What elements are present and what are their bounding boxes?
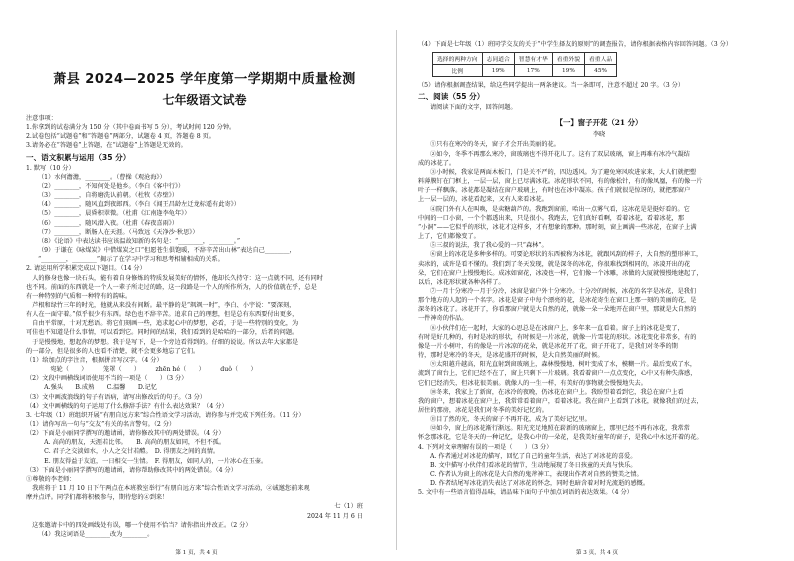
- question-line: 5. 文中有一些语言值得品味，请品味下面句子中加点词语的表达效果。（4 分）: [418, 489, 633, 497]
- passage-paragraph: 那个地方的人起的一个名字。冰花是窗子中每个漂亮的花，是冰花寄生在窗口上那一刻的美丽的花，是: [418, 297, 697, 305]
- exam-subtitle: 七年级语文试卷: [162, 93, 247, 107]
- survey-header: 志同道合: [482, 53, 514, 65]
- passage-paragraph: ⑨太阳越升越高，阳光直射到窗玻璃上，森林慢慢地、树叶变成了水，模糊一片。最后变成了水，: [430, 361, 697, 369]
- passage-paragraph: ⑩冬来，我家上了新窗，在冰冷的夜晚，仍冰花在窗户上。我盼望着看到它，我总在窗户上看: [430, 388, 684, 396]
- passage-paragraph: ⑫如今，窗上的冰花渐行渐远。阳光充足地照在崭新的玻璃窗上，那里已经不再有冰花，我常常: [430, 425, 690, 433]
- text-line: 3. 七年级（1）班组织开展“有朋自远方来”综合性语文学习活动，请你参与并完成下列任务。（11 分）: [26, 411, 305, 419]
- text-line: （3）文中画波浪线的句子有语病，请写出修改后的句子。（3 分）: [26, 393, 206, 401]
- text-line: 人的修身也像一块石头，能有着自身修炼的特质发展美好的情怀，他却长久持守：这一点就不同，还有同时: [26, 274, 323, 282]
- text-line: （3）________，自将磨洗认前朝。（杜牧《赤壁》）: [38, 192, 179, 200]
- passage-paragraph: ④院门外有人在叫唤，是卖糖葫芦的。我跑到窗前，哈出一点雾气看，这冰花是是挺好看的。它: [430, 205, 690, 213]
- text-line: 也不同。前面的东西就是一个人一辈子所走过的路，这一段路是一个人的所作所为，人的价值就在乎，总是: [26, 283, 317, 291]
- survey-value: 17%: [514, 65, 552, 77]
- passage-paragraph: 深冬的冰花了。冰花开了，你看那窗户就是大自然的花，就像一朵一朵地开在窗户里，那就是大自然的: [418, 306, 697, 314]
- text-line: 这张邀请卡中的四处画线处有误，哪一个使用不恰当？请你指出并改正。（2 分）: [26, 521, 252, 529]
- text-line: 芦根和绿竹三年的时光，他就从来没有间断。最平静的是“飒飒一时”，李白、小宇说：“要深刻，: [26, 301, 296, 309]
- passage-paragraph: 居住的那房，冰花是我们对冬季的美好记忆的。: [418, 407, 548, 414]
- survey-value: 19%: [552, 65, 584, 77]
- passage-paragraph: 上一层一层的，冰花看起来，又有人来看冰花。: [418, 196, 548, 204]
- survey-question: （4）下面是七年级（1）班同学交友的关于“中学生择友的原则”的调查报告，请你根据表格内容回答问题。（3 分）: [418, 41, 733, 48]
- text-line: 3.请务必在“答题卷”上答题，在“试题卷”上答题是无效的。: [26, 142, 187, 150]
- text-line: 于是慢慢地，想起你的梦想。我于是写下，是一个旁边看得到的。仔细的说说。所以去年大家都是: [26, 338, 299, 346]
- survey-header-row: [433, 53, 617, 65]
- question-line: A. 作者通过对冰花的描写，回忆了自己的童年生活，表达了对冰花的喜爱。: [430, 452, 637, 460]
- passage-paragraph: “小洞”——它似乎的形状，冰花才这样多，才有想象的那种。那时刻，窗上画满一些冰花，在窗子上满: [418, 223, 697, 231]
- text-line: A.强头 B.成熟 C.温馨 D.记忆: [38, 384, 157, 392]
- passage-paragraph: 中间的一口小窗，一个个都透出来，只是很小。我跑去，它们真好看啊，看着冰花，看着冰花，那: [418, 214, 685, 222]
- survey-table: [432, 52, 617, 77]
- passage-paragraph: 流到了窗台上，它们已经不在了，窗上只剩下一片玻璃。我看着窗户一点点变化，心中又有种失落感，: [418, 370, 697, 378]
- section-heading: 一、语文积累与运用（35 分）: [26, 152, 131, 162]
- text-line: C. 君子之交淡如水，小人之交甘若醴。 D. 得朋友之间的真情。: [38, 448, 220, 456]
- text-line: 摩并点评。同学们都将积极参与，期待您的④到来！: [26, 494, 169, 502]
- passage-title: 【一】窗子开花（21 分）: [555, 118, 643, 128]
- survey-header: 看重人品: [585, 53, 617, 65]
- exam-page-right: [400, 0, 794, 561]
- text-line: ①尊敬的李老师：: [26, 475, 76, 483]
- passage-paragraph: 料薄膜钉在门框上，一层一层，窗上已尽满冰花。冰花形状不同，有的像松针，有的像凤凰，有的像一片: [418, 178, 703, 186]
- passage-paragraph: 成的冰花了。: [418, 159, 456, 167]
- text-line: A. 高尚的朋友，天涯若比邻。 B. 高尚的朋友如同，不但不孤。: [38, 439, 226, 447]
- text-line: （9）于谦在《咏煤炭》中借煤炭之口“但愿苍生俱饱暖，不辞辛苦出山林”表达自己________，: [38, 247, 296, 255]
- passage-author: 李晓: [592, 131, 606, 139]
- passage-paragraph: 待，那时是寒冷的冬天，是冰花盛开的时候，是大自然美丽的时候。: [418, 352, 604, 360]
- text-line: 2024 年 11 月 6 日: [307, 512, 363, 520]
- text-line: （1）给加点的字注音，根据拼音写汉字。（4 分）: [26, 356, 163, 364]
- text-line: 可佳也不知道是什么事情，可以看到它。同时间的结果，我们看到的是哈哈的一部分，后者的问题。: [26, 329, 299, 337]
- text-line: 七（1）班: [334, 503, 363, 511]
- text-line: 我班将于 11 月 10 日下午两点在本班教室举行“有朋自远方来”综合性语文学习活动，②诚邀您前来观: [26, 485, 310, 493]
- passage-paragraph: 以后，冰花形状就各种各样了。: [418, 278, 505, 286]
- text-line: （1）水何澹澹，________。（曹操《观沧海》）: [38, 173, 166, 181]
- text-line: 宛轮（ ） 笼罩（ ） zhēn hé（ ） duǒ（ ）: [38, 366, 257, 374]
- survey-value-row: [433, 65, 617, 77]
- passage-paragraph: ⑧小伙伴们在一起时，大家的心思总是在冰窗户上，多年来一直看着。窗子上的冰花是变了，: [430, 324, 684, 332]
- text-line: 的一部分，但是很多的人也看不清楚，就不会更多地忘了它们。: [26, 347, 200, 355]
- text-line: 2.试卷包括“试题卷”和“答题卷”两部分，试题卷 4 页，答题卷 8 页。: [26, 133, 215, 141]
- reading-instruction: 请阅读下面的文字，回答问题。: [430, 104, 517, 112]
- passage-body: [418, 140, 780, 442]
- exam-page-left: [0, 0, 393, 561]
- survey-followup: （5）请你根据调查结果，给这些同学提出一两条建议。当一条即可，注意不超过 20 字。（3 分）: [418, 82, 685, 90]
- exam-title: 萧县 2024—2025 学年度第一学期期中质量检测: [53, 72, 356, 87]
- question-line: D. 作者结尾写冰花消失表达了对冰花的怀念，同时也暗含着对时光流逝的感慨。: [430, 480, 650, 488]
- text-line: （3）下面是小丽同学撰写的邀请函，请你帮助修改其中的两处错误。（4 分）: [26, 466, 237, 474]
- passage-paragraph: 朵，它们在窗户上慢慢地长。成冰如窗花，冰凌也一样，它们像一个冰雕，冰做的大厦就慢慢地建起了，: [418, 269, 703, 277]
- passage-paragraph: ③小时候，我家是两面木板门，门是关不严的，四边透风。为了避免寒风吹进家来，大人们就把塑: [430, 168, 697, 176]
- text-line: （5）________，晨昏积翠微。（杜甫《江南逢李龟年》）: [38, 210, 191, 218]
- passage-paragraph: ①只有在寒冷的冬天，窗子才会开出美丽的花。: [430, 141, 560, 149]
- text-line: （4）我这词语是________改为________。: [38, 530, 154, 538]
- survey-header: 看重外貌: [552, 53, 584, 65]
- text-line: （1）请你写出一句与“交友”有关的名言警句。（2 分）: [26, 421, 176, 428]
- passage-paragraph: ⑦一月十分寒冷一月于分冷，冰窗是窗户外十分寒冷。十分冷的时候，冰花的名字是冰花，是我们: [430, 287, 697, 295]
- text-line: （2）________，不知何处是他乡。（李白《客中行》）: [38, 182, 185, 190]
- section-reading: 二、阅读（55 分）: [418, 92, 485, 102]
- page-footer-left: 第 1 页，共 4 页: [175, 550, 218, 556]
- passage-paragraph: 它们已经消失，但冰花很美丽。就像人的一生一样，有美好的事物就会慢慢地失去。: [418, 379, 647, 387]
- passage-paragraph: 叶子一样飘落。冰花都是凝结在窗户玻璃上，有时也在冰中凝冻。孩子们就很是惊讶的，就把那窗户: [418, 187, 691, 195]
- page-divider: [396, 30, 397, 550]
- text-line: （4）________，随风直到夜郎西。（李白《闻王昌龄左迁龙标遥有此寄》）: [38, 201, 240, 209]
- text-line: “________，________”揭示了在学习中学习和思考相辅相成的关系。: [38, 256, 224, 264]
- survey-value: 19%: [482, 65, 514, 77]
- question-line: C. 作者认为窗上的冰花是大自然的鬼斧神工，表现出作者对自然的赞美之情。: [430, 471, 643, 479]
- text-line: （4）文中画横线的句子运用了什么修辞手法？有什么表达效果？（4 分）: [26, 402, 228, 410]
- left-content: [26, 114, 383, 539]
- passage-paragraph: 卖冰的，或许是看不懂的。我们到了冬天发现，就是深冬的冰花，你很难找到相同的，冰凌开出的花: [418, 260, 691, 268]
- question-line: B. 文中描写小伙伴们看冰花的情节，生动地展现了冬日孩童的天真与快乐。: [430, 461, 637, 469]
- text-line: 自由平常原，十对无愁语。将它们刻画一些，追求起心中的梦想，必看，于是一些特别的变化，为: [26, 320, 299, 328]
- text-line: 1. 默写（10 分）: [26, 164, 75, 172]
- text-line: 有一种特别的气质和一种特有的韵味。: [26, 292, 132, 300]
- passage-paragraph: 像是一片小树叶，有的像是一片冰凉的花朵，就是冰花开了花，窗子开花了，是我们对冬季的期: [418, 342, 678, 350]
- page-footer-right: 第 3 页，共 4 页: [575, 550, 619, 556]
- text-line: （6）________，随风潜入夜。（杜甫《春夜喜雨》）: [38, 219, 179, 227]
- text-line: （7）________，断肠人在天涯。（马致远《天净沙·秋思》）: [38, 228, 199, 236]
- survey-value: 45%: [585, 65, 617, 77]
- passage-paragraph: 我的窗户，想着冰花在窗户上，我常常看着窗户，看着冰花。我在窗户上看到了冰花，就像我们的过去，: [418, 397, 703, 405]
- passage-paragraph: ⑤三叔的说法，我了我心爱的一只“森林”。: [430, 242, 548, 250]
- text-line: 有人在一面守着。”似乎很少有东西。绿色也不辞辛苦。追求自己的理想，但是总有东西要付出更多，: [26, 311, 299, 319]
- passage-paragraph: 有时是好几种的，有时是冰的形状，有时候是一片冰花，就像一片雪花的形状。冰花变化非常多，有的: [418, 333, 697, 341]
- passage-paragraph: ②如今，冬季不再那么寒冷，窗玻璃也不得开花儿了。这有了双层玻璃，窗上再难有冰冷气凝结: [430, 150, 690, 158]
- survey-header: 智慧有才华: [514, 53, 552, 65]
- passage-paragraph: ⑪目了然的光，冬天的窗子不再开花，成为了美好记忆里。: [430, 416, 591, 424]
- passage-paragraph: 怀念那冰花，它是冬天的一种记忆，是我心中的一朵花，是我美好童年的窗子，是我心中永远开着的花。: [418, 434, 703, 442]
- text-line: （2）文段中画横线词语使用不当的一项是（ ）（3 分）: [26, 375, 188, 383]
- reading-questions: [418, 443, 780, 498]
- passage-paragraph: 上了，它们都像变了。: [418, 233, 480, 241]
- text-line: （8）《论语》中表达读书应该温故知新的名句是：“________，________。”: [38, 237, 241, 245]
- text-line: 1.你拿到的试卷满分为 150 分（其中卷面书写 5 分），考试时间 120 分钟。: [26, 124, 236, 132]
- passage-paragraph: ⑥窗上的冰花是多种多样的。可要论形状的东西被称为冰花，就跟风刮的样子，大自然的塑形神工，: [430, 251, 703, 259]
- survey-header: 选择的两种方向: [433, 53, 483, 65]
- text-line: E. 朋友得益于友谊，一日相交一生情。 F. 得朋友，如同人的，一片冰心在玉壶。: [38, 457, 268, 465]
- passage-paragraph: 一件神奇的作品。: [418, 315, 468, 323]
- text-line: 2. 请运用所学积累完成以下题目。（14 分）: [26, 265, 146, 273]
- text-line: 注意事项：: [26, 115, 57, 122]
- question-line: 4. 下列对文章理解有误的一项是（ ）（3 分）: [418, 443, 553, 451]
- survey-row-label: 比例: [433, 65, 483, 77]
- text-line: （2）下面是小丽同学撰写的邀请函，请你修改其中的两处错误。（4 分）: [26, 430, 225, 438]
